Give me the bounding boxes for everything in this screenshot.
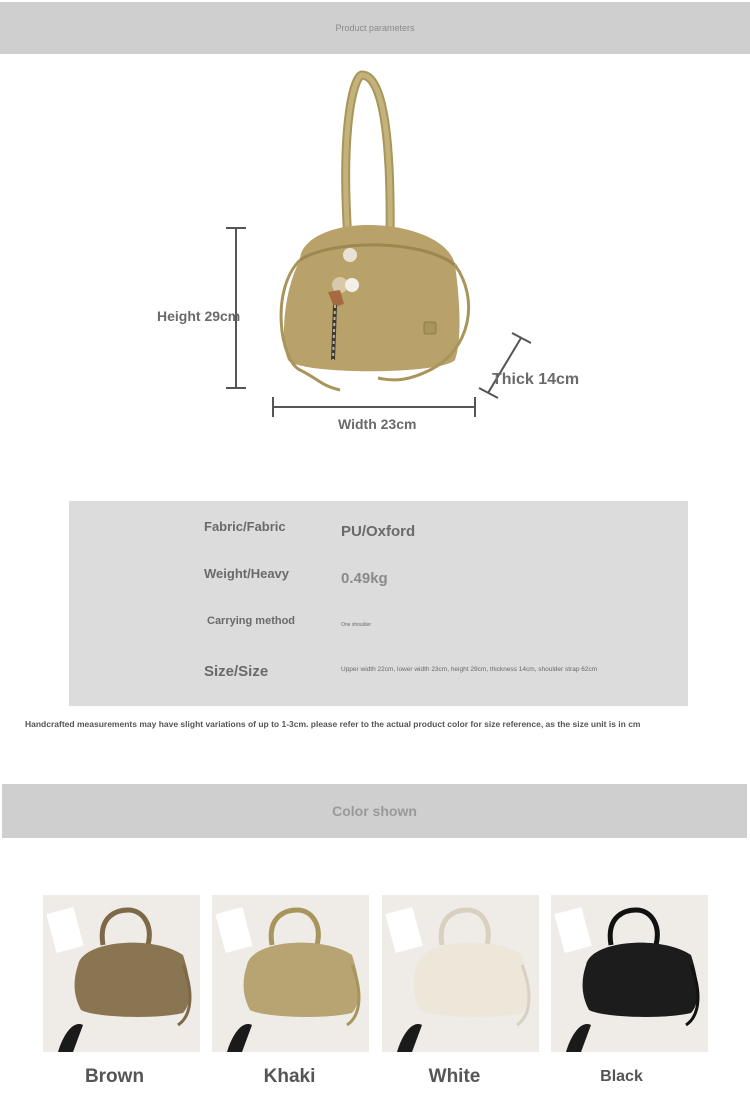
thick-label: Thick 14cm [492, 371, 580, 388]
bag-photo-brown [43, 895, 200, 1052]
color-name-khaki: Khaki [263, 1066, 316, 1087]
section-banner-parameters [0, 2, 750, 54]
spec-label-fabric: Fabric/Fabric [204, 519, 286, 534]
spec-value-size: Upper width 22cm, lower width 23cm, height 29cm, thickness 14cm, shoulder strap 62cm [341, 666, 598, 673]
height-label: Height 29cm [157, 308, 241, 324]
color-name-black: Black [600, 1068, 643, 1085]
spec-label-size: Size/Size [204, 663, 269, 680]
bag-photo-white [382, 895, 539, 1052]
spec-value-weight: 0.49kg [341, 570, 388, 587]
color-swatch-brown[interactable] [43, 895, 200, 1052]
product-dimension-diagram [0, 60, 750, 480]
bag-photo-black [551, 895, 708, 1052]
spec-value-carrying: One shoulder [341, 622, 372, 628]
section-banner-colors [2, 784, 747, 838]
color-swatch-black[interactable] [551, 895, 708, 1052]
section-title: Product parameters [335, 23, 415, 33]
color-swatch-white[interactable] [382, 895, 539, 1052]
color-name-white: White [428, 1066, 481, 1087]
measurement-note: Handcrafted measurements may have slight variations of up to 1-3cm. please refer to the actual product color for size reference, as the size unit is in cm [25, 719, 641, 729]
spec-table [69, 501, 688, 706]
width-dimension-line [273, 397, 475, 417]
section-title: Color shown [332, 803, 417, 819]
color-name-brown: Brown [84, 1066, 145, 1087]
bag-photo-khaki [212, 895, 369, 1052]
spec-label-carrying: Carrying method [207, 615, 296, 627]
color-swatch-khaki[interactable] [212, 895, 369, 1052]
spec-label-weight: Weight/Heavy [204, 566, 290, 581]
width-label: Width 23cm [338, 416, 417, 432]
spec-value-fabric: PU/Oxford [341, 523, 416, 540]
